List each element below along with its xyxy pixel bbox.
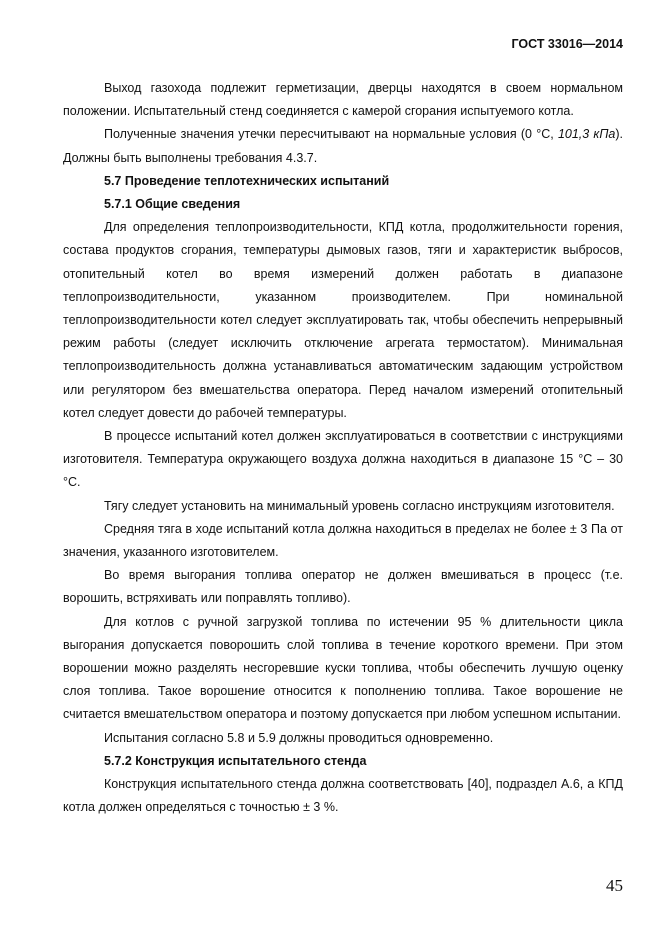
paragraph: Средняя тяга в ходе испытаний котла должна находиться в пределах не более ± 3 Па от значения, указанного изготовителем. — [63, 521, 623, 560]
page-number: 45 — [606, 876, 623, 895]
pressure-value: 101,3 кПа — [557, 127, 616, 142]
paragraph: Испытания согласно 5.8 и 5.9 должны проводиться одновременно. — [104, 730, 494, 745]
paragraph-text: ). Должны быть выполнены требования 4.3.7. — [63, 127, 623, 165]
paragraph: Тягу следует установить на минимальный уровень согласно инструкциям изготовителя. — [104, 498, 615, 513]
section-heading: 5.7 Проведение теплотехнических испытаний — [104, 173, 390, 188]
paragraph: Во время выгорания топлива оператор не должен вмешиваться в процесс (т.е. ворошить, встряхивать или поправлять топливо). — [63, 568, 623, 606]
document-header: ГОСТ 33016—2014 — [511, 37, 623, 51]
paragraph: Конструкция испытательного стенда должна соответствовать [40], подраздел А.6, а КПД котла должен определяться с точностью ± 3 %. — [63, 777, 623, 815]
paragraph: Для определения теплопроизводительности, КПД котла, продолжительности горения, состава продуктов сгорания, температуры дымовых газов, тяги и характеристик выбросов, отопительный котел во время измерений должен работать в диапазоне теплопроизводительности, указанном производителем. При номинальной теплопроизводительности котел следует эксплуатировать так, чтобы обеспечить непрерывный режим работы (следует исключить отключение агрегата термостатом). Минимальная теплопроизводительность должна устанавливаться автоматическим задающим устройством или регулятором без вмешательства оператора. Перед началом измерений отопительный котел следует довести до рабочей температуры. — [63, 220, 623, 420]
paragraph: Для котлов с ручной загрузкой топлива по истечении 95 % длительности цикла выгорания допускается поворошить слой топлива в течение короткого времени. При этом ворошении можно разделять несгоревшие куски топлива, чтобы обеспечить лучшую оценку слоя топлива. Такое ворошение относится к пополнению топлива. Такое ворошение не считается вмешательством оператора и поэтому допускается при любом успешном испытании. — [63, 614, 623, 722]
subsection-heading: 5.7.2 Конструкция испытательного стенда — [104, 753, 367, 768]
paragraph: В процессе испытаний котел должен эксплуатироваться в соответствии с инструкциями изготовителя. Температура окружающего воздуха должна находиться в диапазоне 15 °С – 30 °С. — [63, 429, 623, 490]
paragraph — [63, 123, 623, 169]
subsection-heading: 5.7.1 Общие сведения — [104, 197, 241, 212]
page-body — [63, 77, 623, 820]
paragraph-text: Полученные значения утечки пересчитывают на нормальные условия (0 °С, — [104, 127, 558, 142]
paragraph: Выход газохода подлежит герметизации, дверцы находятся в своем нормальном положении. Испытательный стенд соединяется с камерой сгорания испытуемого котла. — [63, 81, 623, 119]
